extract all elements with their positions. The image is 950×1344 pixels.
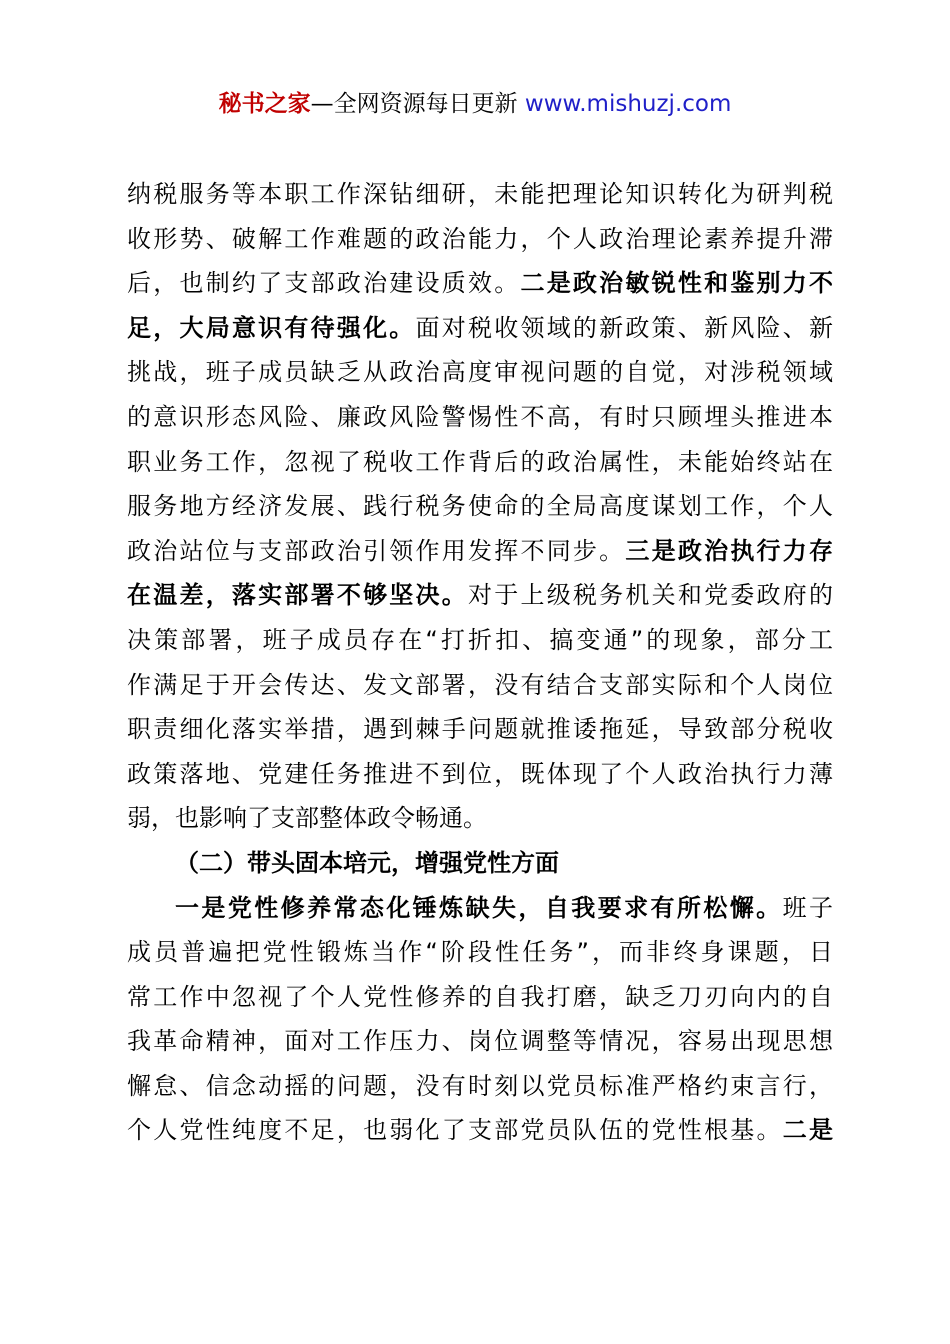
header-tagline: —全网资源每日更新 bbox=[310, 91, 525, 117]
bold-heading-run: 一是党性修养常态化锤炼缺失，自我要求有所松懈。 bbox=[175, 893, 783, 922]
bold-heading-run: 在温差，落实部署不够坚决。 bbox=[127, 581, 468, 610]
site-header bbox=[0, 88, 950, 120]
text-line: 的意识形态风险、廉政风险警惕性不高，有时只顾埋头推进本 bbox=[127, 402, 833, 431]
text-line: 作满足于开会传达、发文部署，没有结合支部实际和个人岗位 bbox=[127, 670, 833, 699]
document-body bbox=[127, 172, 833, 1153]
brand-name: 秘书之家 bbox=[218, 91, 311, 117]
text-line: 政治站位与支部政治引领作用发挥不同步。三是政治执行力存 bbox=[127, 536, 834, 565]
bold-heading-run: 二是政治敏锐性和鉴别力不 bbox=[520, 269, 834, 298]
text-line: 在温差，落实部署不够坚决。对于上级税务机关和党委政府的 bbox=[127, 581, 833, 610]
bold-heading-run: 三是政治执行力存 bbox=[625, 536, 834, 565]
text-line: 收形势、破解工作难题的政治能力，个人政治理论素养提升滞 bbox=[127, 224, 833, 253]
text-line: 服务地方经济发展、践行税务使命的全局高度谋划工作，个人 bbox=[127, 492, 833, 521]
text-line: 后，也制约了支部政治建设质效。二是政治敏锐性和鉴别力不 bbox=[127, 269, 834, 298]
text-line: 我革命精神，面对工作压力、岗位调整等情况，容易出现思想 bbox=[127, 1027, 833, 1056]
text-line: 纳税服务等本职工作深钻细研，未能把理论知识转化为研判税 bbox=[127, 180, 833, 208]
bold-heading-run: 足，大局意识有待强化。 bbox=[127, 313, 416, 342]
site-url-link[interactable]: www.mishuzj.com bbox=[524, 91, 732, 117]
text-line: 政策落地、党建任务推进不到位，既体现了个人政治执行力薄 bbox=[127, 759, 833, 788]
text-line: 懈怠、信念动摇的问题，没有时刻以党员标准严格约束言行， bbox=[127, 1071, 833, 1100]
text-line: 职责细化落实举措，遇到棘手问题就推诿拖延，导致部分税收 bbox=[127, 715, 833, 744]
text-line: 挑战，班子成员缺乏从政治高度审视问题的自觉，对涉税领域 bbox=[127, 358, 833, 387]
text-line: 足，大局意识有待强化。面对税收领域的新政策、新风险、新 bbox=[127, 313, 834, 342]
text-line: 决策部署，班子成员存在“打折扣、搞变通”的现象，部分工 bbox=[127, 625, 833, 654]
text-line: 职业务工作，忽视了税收工作背后的政治属性，未能始终站在 bbox=[127, 447, 833, 476]
text-line: 个人党性纯度不足，也弱化了支部党员队伍的党性根基。二是 bbox=[127, 1116, 834, 1145]
text-line: 常工作中忽视了个人党性修养的自我打磨，缺乏刀刃向内的自 bbox=[127, 982, 833, 1011]
bold-heading-run: 二是 bbox=[782, 1116, 834, 1145]
text-line: 弱，也影响了支部整体政令畅通。 bbox=[127, 804, 487, 833]
section-heading: （二）带头固本培元，增强党性方面 bbox=[175, 848, 559, 877]
text-line: 一是党性修养常态化锤炼缺失，自我要求有所松懈。班子 bbox=[175, 893, 834, 922]
text-line: 成员普遍把党性锻炼当作“阶段性任务”，而非终身课题，日 bbox=[127, 938, 833, 967]
